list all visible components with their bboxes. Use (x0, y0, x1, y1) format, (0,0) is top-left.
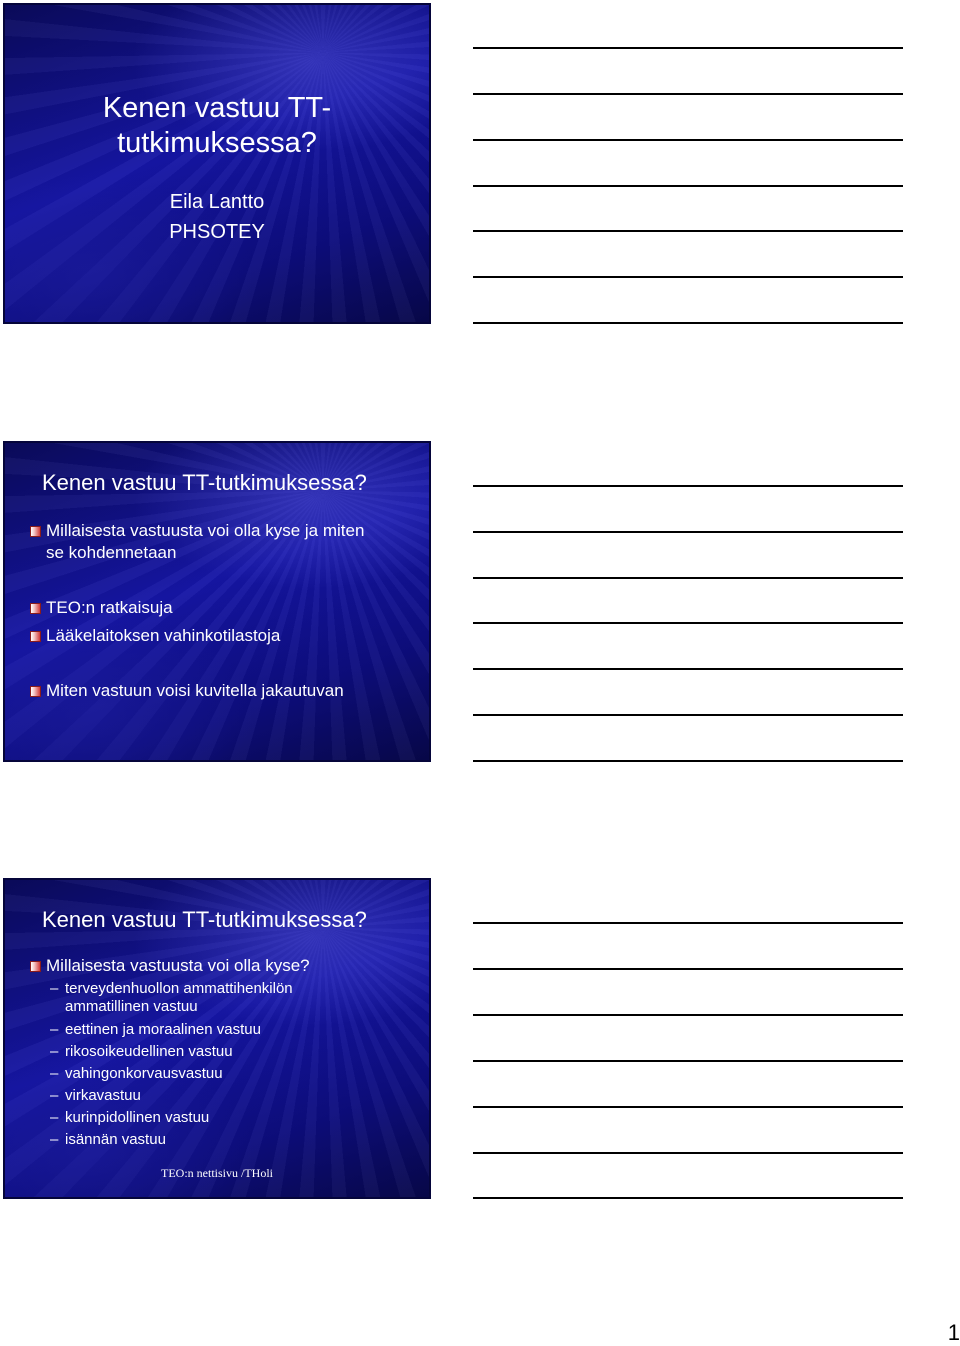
dash-icon: – (50, 1131, 59, 1148)
note-line (473, 93, 903, 95)
dash-icon: – (50, 980, 59, 997)
note-line (473, 622, 903, 624)
slide-3-sub-item-5: virkavastuu (65, 1087, 141, 1104)
note-line (473, 968, 903, 970)
dash-icon: – (50, 1021, 59, 1038)
bullet-icon (30, 603, 41, 614)
slide-2 (3, 441, 431, 762)
note-line (473, 322, 903, 324)
slide-3-sub-item-2: eettinen ja moraalinen vastuu (65, 1021, 261, 1038)
slide-3-source: TEO:n nettisivu /THoli (161, 1166, 273, 1180)
slide-1 (3, 3, 431, 324)
slide-3-sub-item-1-line-2: ammatillinen vastuu (65, 998, 198, 1015)
bullet-icon (30, 961, 41, 972)
note-line (473, 1060, 903, 1062)
slide-2-title: Kenen vastuu TT-tutkimuksessa? (42, 470, 367, 495)
slide-3-sub-item-7: isännän vastuu (65, 1131, 166, 1148)
dash-icon: – (50, 1065, 59, 1082)
note-line (473, 1197, 903, 1199)
slide-3-sub-item-1-line-1: terveydenhuollon ammattihenkilön (65, 980, 293, 997)
note-line (473, 1014, 903, 1016)
dash-icon: – (50, 1043, 59, 1060)
note-line (473, 1152, 903, 1154)
note-line (473, 185, 903, 187)
slide-3-sub-item-3: rikosoikeudellinen vastuu (65, 1043, 233, 1060)
dash-icon: – (50, 1087, 59, 1104)
slide-3-title: Kenen vastuu TT-tutkimuksessa? (42, 907, 367, 932)
slide-1-title-line-2: tutkimuksessa? (117, 127, 317, 159)
slide-2-bullet-2-text: TEO:n ratkaisuja (46, 598, 173, 617)
note-line (473, 577, 903, 579)
note-line (473, 714, 903, 716)
note-line (473, 276, 903, 278)
note-line (473, 760, 903, 762)
bullet-icon (30, 686, 41, 697)
slide-1-author: Eila Lantto (169, 191, 265, 213)
note-line (473, 47, 903, 49)
note-line (473, 485, 903, 487)
slide-2-bullet-1-line-1: Millaisesta vastuusta voi olla kyse ja miten (46, 521, 365, 540)
note-line (473, 668, 903, 670)
slide-3-sub-item-6: kurinpidollinen vastuu (65, 1109, 210, 1126)
note-line (473, 139, 903, 141)
page-number: 1 (947, 1320, 960, 1345)
slide-3-sub-item-4: vahingonkorvausvastuu (65, 1065, 223, 1082)
note-line (473, 1106, 903, 1108)
slide-1-title (5, 91, 429, 161)
slide-1-organization: PHSOTEY (169, 221, 265, 243)
slide-2-bullet-1-line-2: se kohdennetaan (46, 543, 177, 562)
note-line (473, 230, 903, 232)
dash-icon: – (50, 1109, 59, 1126)
slide-1-title-line-1: Kenen vastuu TT- (102, 92, 332, 124)
note-line (473, 922, 903, 924)
slide-2-bullet-3-text: Lääkelaitoksen vahinkotilastoja (46, 626, 281, 645)
bullet-icon (30, 526, 41, 537)
slide-3-bullet-1-text: Millaisesta vastuusta voi olla kyse? (46, 956, 310, 975)
slide-3 (3, 878, 431, 1199)
note-line (473, 531, 903, 533)
bullet-icon (30, 631, 41, 642)
slide-2-bullet-4-text: Miten vastuun voisi kuvitella jakautuvan (46, 681, 344, 700)
